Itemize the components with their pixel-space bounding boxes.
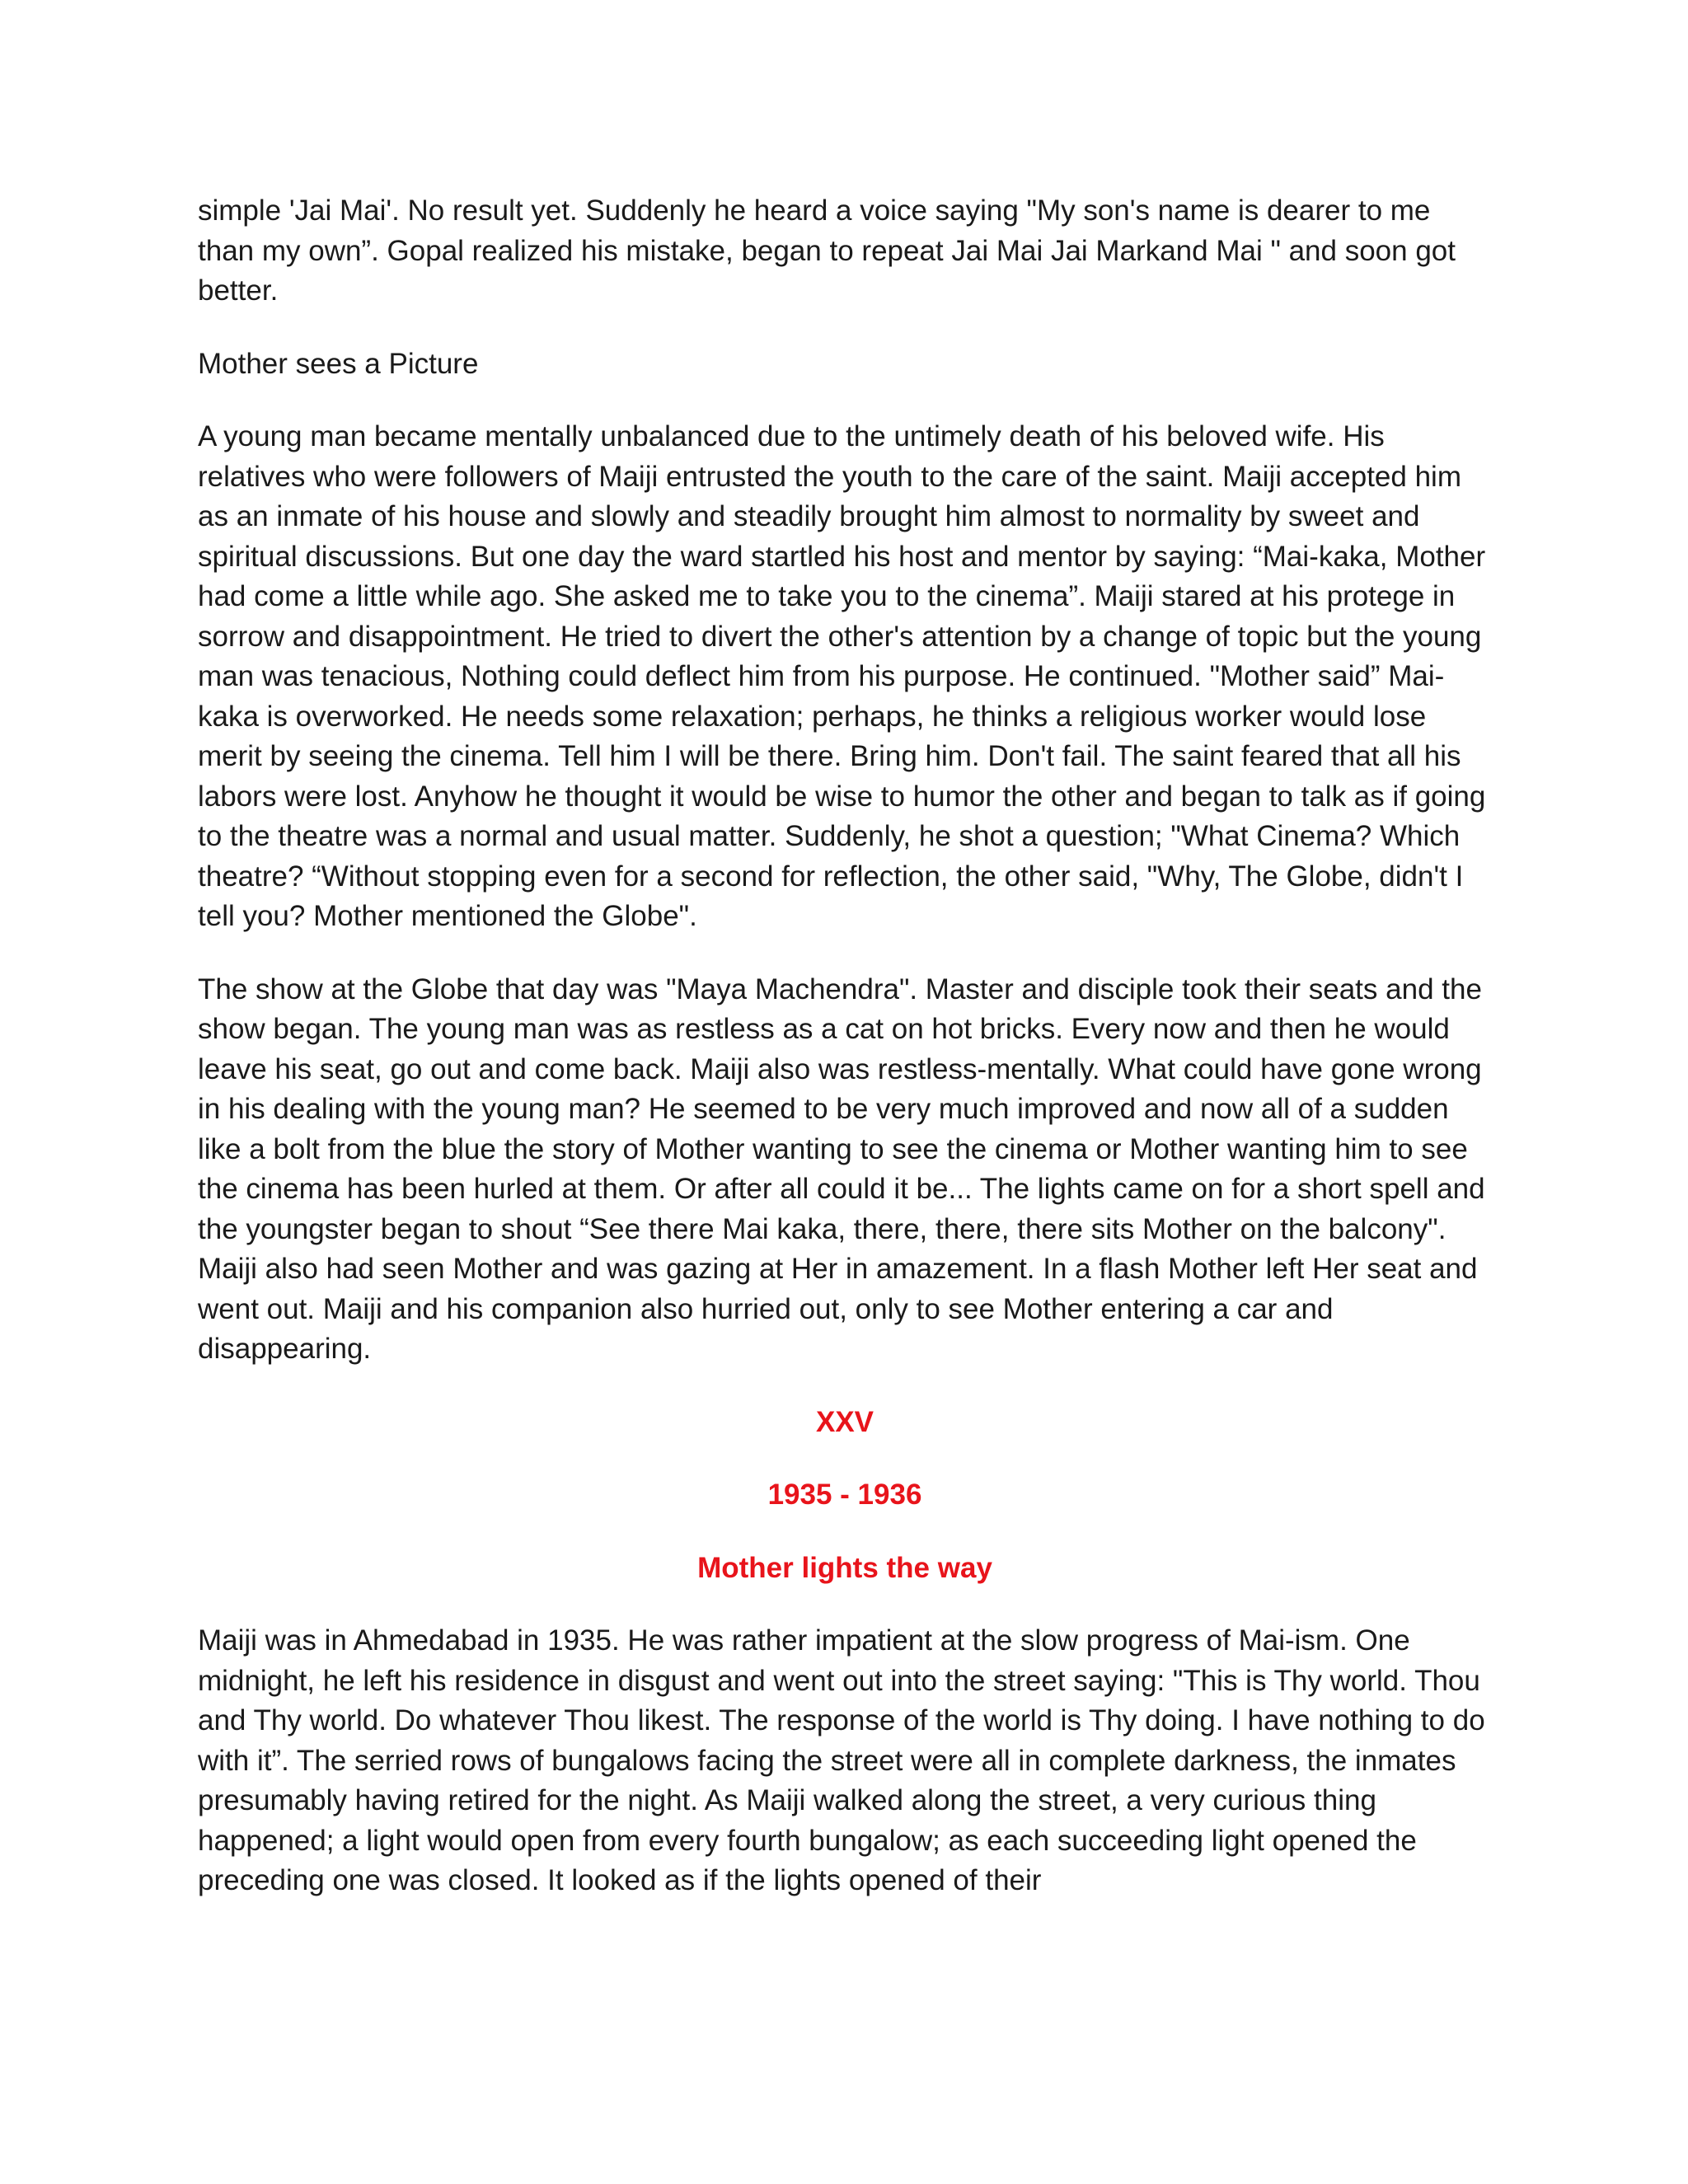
document-page <box>198 191 1492 1934</box>
chapter-years-heading: 1935 - 1936 <box>767 1479 922 1511</box>
paragraph-globe-show: The show at the Globe that day was "Maya Machendra". Master and disciple took their seats and the show began. The young man was as restless as a cat on hot bricks. Every now and then he would leave his seat, go out and come back. Maiji also was restless-mentally. What could have gone wrong in his dealing with the young man? He seemed to be very much improved and now all of a sudden like a bolt from the blue the story of Mother wanting to see the cinema or Mother wanting him to see the cinema has been hurled at them. Or after all could it be... The lights came on for a short spell and the youngster began to shout “See there Mai kaka, there, there, there sits Mother on the balcony". Maiji also had seen Mother and was gazing at Her in amazement. In a flash Mother left Her seat and went out. Maiji and his companion also hurried out, only to see Mother entering a car and disappearing. <box>198 972 1485 1365</box>
section-title: Mother sees a Picture <box>198 347 479 380</box>
chapter-number-heading: XXV <box>815 1405 874 1438</box>
paragraph-gopal: simple 'Jai Mai'. No result yet. Suddenly he heard a voice saying "My son's name is dearer to me than my own”. Gopal realized his mistake, began to repeat Jai Mai Jai Markand Mai " and soon got better. <box>198 194 1456 307</box>
paragraph-young-man: A young man became mentally unbalanced due to the untimely death of his beloved wife. His relatives who were followers of Maiji entrusted the youth to the care of the saint. Maiji accepted him as an inmate of his house and slowly and steadily brought him almost to normality by sweet and spiritual discussions. But one day the ward startled his host and mentor by saying: “Mai-kaka, Mother had come a little while ago. She asked me to take you to the cinema”. Maiji stared at his protege in sorrow and disappointment. He tried to divert the other's attention by a change of topic but the young man was tenacious, Nothing could deflect him from his purpose. He continued. "Mother said” Mai-kaka is overworked. He needs some relaxation; perhaps, he thinks a religious worker would lose merit by seeing the cinema. Tell him I will be there. Bring him. Don't fail. The saint feared that all his labors were lost. Anyhow he thought it would be wise to humor the other and began to talk as if going to the theatre was a normal and usual matter. Suddenly, he shot a question; "What Cinema? Which theatre? “Without stopping even for a second for reflection, the other said, "Why, The Globe, didn't I tell you? Mother mentioned the Globe". <box>198 420 1486 932</box>
paragraph-ahmedabad: Maiji was in Ahmedabad in 1935. He was rather impatient at the slow progress of Mai-ism. One midnight, he left his residence in disgust and went out into the street saying: "This is Thy world. Thou and Thy world. Do whatever Thou likest. The response of the world is Thy doing. I have nothing to do with it”. The serried rows of bungalows facing the street were all in complete darkness, the inmates presumably having retired for the night. As Maiji walked along the street, a very curious thing happened; a light would open from every fourth bungalow; as each succeeding light opened the preceding one was closed. It looked as if the lights opened of their <box>198 1624 1485 1896</box>
chapter-title-heading: Mother lights the way <box>697 1551 992 1584</box>
